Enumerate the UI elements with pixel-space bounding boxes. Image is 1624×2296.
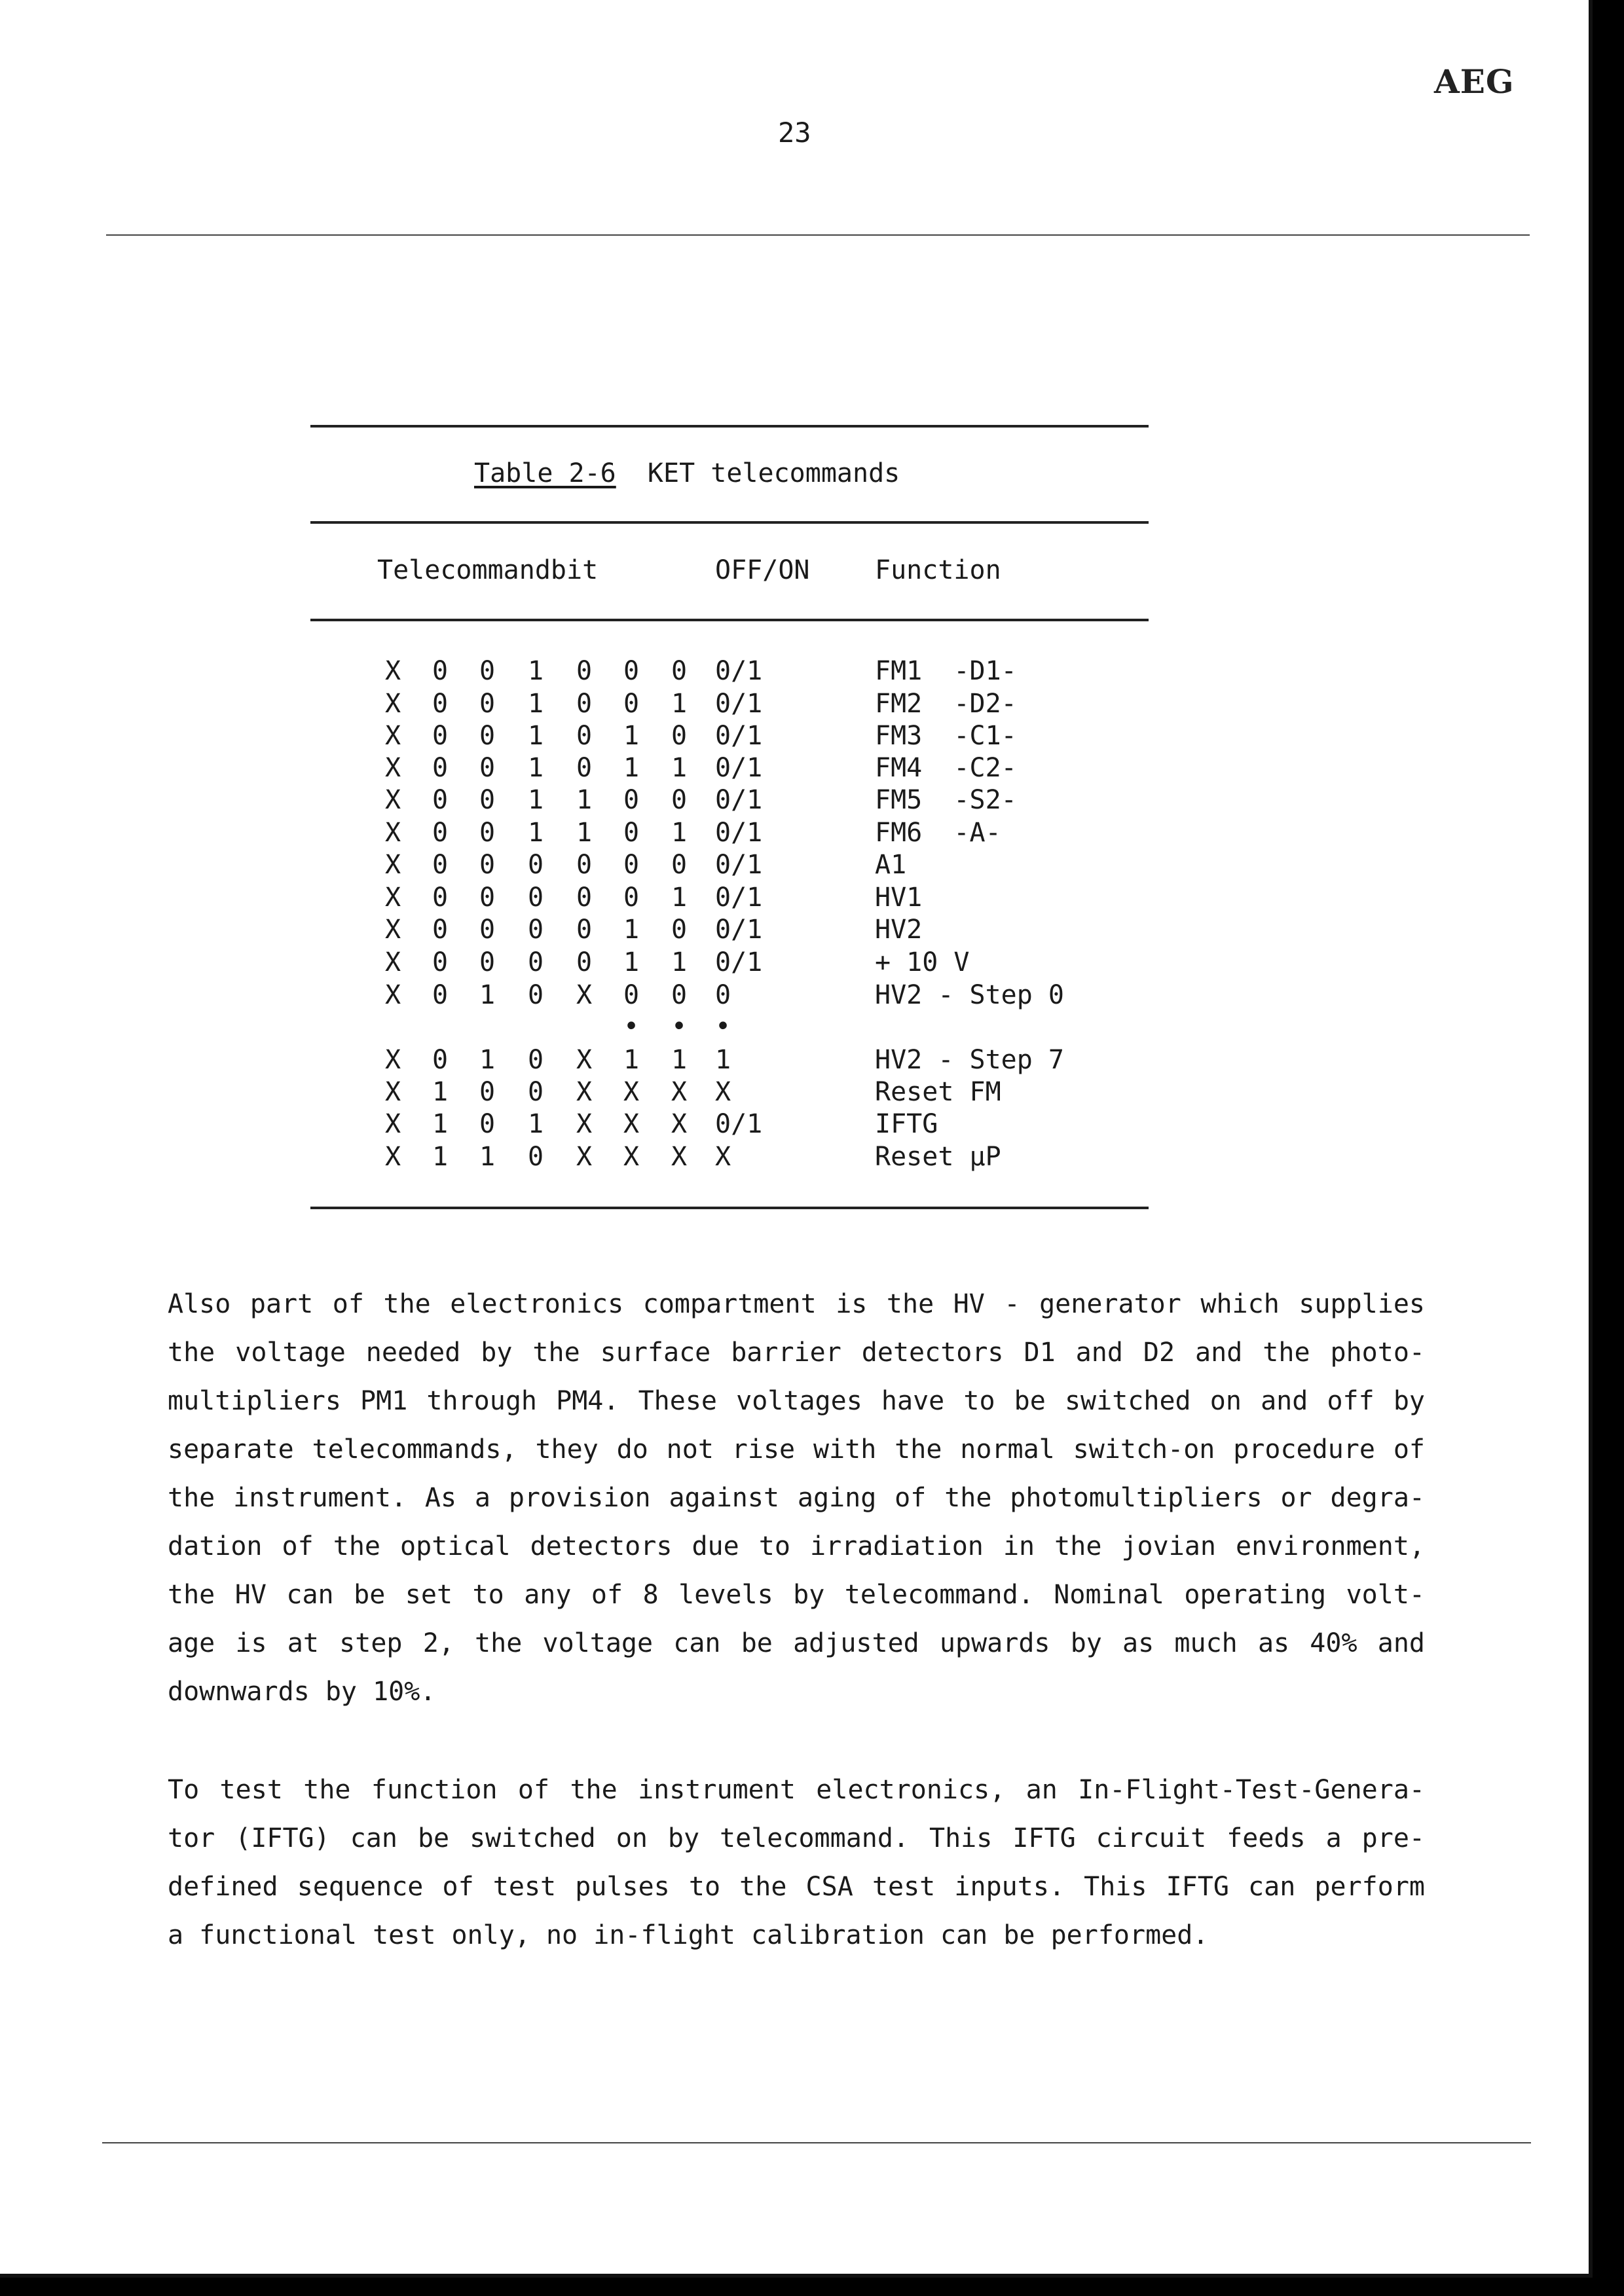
table-row [0,752,1589,784]
paragraph-line: the voltage needed by the surface barrier detectors D1 and D2 and the photo- [168,1338,1425,1368]
bit-cell: 0 [432,850,449,880]
table-caption-rule [310,521,1149,524]
table-row [0,655,1589,687]
paragraph-line: downwards by 10%. [168,1677,436,1707]
bit-cell: 0 [479,915,496,945]
table-row [0,720,1589,752]
bit-cell: 0 [479,947,496,977]
off-on-cell: 0 [715,980,731,1010]
bit-cell: X [385,947,401,977]
bit-cell: 1 [432,1109,449,1139]
column-header-telecommandbit: Telecommandbit [377,555,599,585]
bit-cell: • [623,1011,640,1042]
bit-cell: 1 [528,1109,544,1139]
bit-cell: 0 [479,753,496,783]
table-label: Table 2-6 [474,458,616,488]
bit-cell: 0 [623,785,640,815]
bit-cell: X [385,980,401,1010]
bit-cell: 1 [432,1142,449,1172]
bit-cell: X [385,1142,401,1172]
bit-cell: X [671,1142,688,1172]
bit-cell: 1 [479,1045,496,1075]
bit-cell: X [385,721,401,751]
bit-cell: 0 [479,1077,496,1107]
off-on-cell: 0/1 [715,753,763,783]
bit-cell: 1 [576,818,593,848]
bit-cell: 1 [623,721,640,751]
bit-cell: X [576,1142,593,1172]
bit-cell: 0 [432,753,449,783]
off-on-cell: 0/1 [715,785,763,815]
bit-cell: 0 [671,915,688,945]
off-on-cell: X [715,1077,731,1107]
paragraph-iftg [168,1766,1425,1959]
bit-cell: X [385,1077,401,1107]
bit-cell: 1 [671,1045,688,1075]
bit-cell: 0 [432,980,449,1010]
bit-cell: 0 [671,721,688,751]
bit-cell: 1 [479,980,496,1010]
bit-cell: X [623,1109,640,1139]
function-cell: FM1 -D1- [875,656,1017,686]
bit-cell: 0 [528,980,544,1010]
bit-cell: 0 [528,1142,544,1172]
off-on-cell: 0/1 [715,721,763,751]
bit-cell: 1 [528,689,544,719]
bit-cell: 0 [671,980,688,1010]
table-bottom-rule [310,1207,1149,1209]
function-cell: HV2 - Step 7 [875,1045,1064,1075]
page-number: 23 [778,117,811,149]
bit-cell: X [385,656,401,686]
bit-cell: 0 [671,656,688,686]
bit-cell: X [385,785,401,815]
bit-cell: 0 [479,689,496,719]
table-row [0,1108,1589,1140]
bit-cell: X [385,850,401,880]
off-on-cell: 0/1 [715,689,763,719]
off-on-cell: X [715,1142,731,1172]
bit-cell: X [385,689,401,719]
bit-cell: X [385,753,401,783]
off-on-cell: 0/1 [715,915,763,945]
bit-cell: 0 [576,753,593,783]
bit-cell: 0 [432,1045,449,1075]
table-caption [474,458,900,488]
paragraph-hv-generator [168,1280,1425,1716]
bit-cell: 0 [671,850,688,880]
bit-cell: 0 [528,1045,544,1075]
bit-cell: 0 [432,883,449,913]
bit-cell: 1 [623,1045,640,1075]
bit-cell: 0 [479,721,496,751]
bit-cell: 1 [528,818,544,848]
function-cell: Reset µP [875,1142,1001,1172]
bit-cell: X [623,1077,640,1107]
bit-cell: 0 [432,721,449,751]
bit-cell: 1 [671,753,688,783]
table-row [0,1044,1589,1076]
table-row [0,687,1589,720]
bit-cell: 1 [528,753,544,783]
off-on-cell: 0/1 [715,947,763,977]
paragraph-line: tor (IFTG) can be switched on by telecommand. This IFTG circuit feeds a pre- [168,1823,1425,1853]
bit-cell: X [576,980,593,1010]
table-title: KET telecommands [647,458,900,488]
bit-cell: 1 [528,785,544,815]
bit-cell: 1 [576,785,593,815]
bit-cell: 1 [671,883,688,913]
bit-cell: 0 [623,883,640,913]
function-cell: A1 [875,850,907,880]
header-divider [106,234,1530,236]
bit-cell: 0 [432,915,449,945]
bit-cell: X [385,883,401,913]
bit-cell: 1 [623,753,640,783]
paragraph-line: separate telecommands, they do not rise with the normal switch-on procedure of [168,1434,1425,1465]
table-row [0,979,1589,1011]
function-cell: FM3 -C1- [875,721,1017,751]
bit-cell: 0 [479,818,496,848]
function-cell: + 10 V [875,947,970,977]
function-cell: IFTG [875,1109,938,1139]
off-on-cell: 1 [715,1045,731,1075]
bit-cell: 0 [576,850,593,880]
bit-cell: 0 [528,1077,544,1107]
off-on-cell: 0/1 [715,1109,763,1139]
bit-cell: 0 [576,721,593,751]
bit-cell: 0 [479,850,496,880]
bit-cell: 0 [528,947,544,977]
bit-cell: 0 [623,980,640,1010]
bit-cell: 1 [671,689,688,719]
paragraph-line: Also part of the electronics compartment is the HV - generator which supplies [168,1289,1425,1319]
bit-cell: 1 [432,1077,449,1107]
bit-cell: 0 [432,656,449,686]
bit-cell: 0 [671,785,688,815]
bit-cell: X [623,1142,640,1172]
table-header-rule [310,619,1149,621]
table-row [0,1076,1589,1108]
bit-cell: X [385,1109,401,1139]
bit-cell: 0 [623,850,640,880]
bit-cell: 0 [576,947,593,977]
table-row [0,1140,1589,1173]
bit-cell: 1 [671,947,688,977]
paragraph-line: multipliers PM1 through PM4. These voltages have to be switched on and off by [168,1386,1425,1416]
table-row [0,946,1589,979]
bit-cell: 0 [432,689,449,719]
bit-cell: 1 [623,947,640,977]
paragraph-line: a functional test only, no in-flight calibration can be performed. [168,1920,1209,1950]
paragraph-line: dation of the optical detectors due to irradiation in the jovian environment, [168,1531,1425,1561]
function-cell: FM6 -A- [875,818,1001,848]
bit-cell: 0 [528,883,544,913]
table-row [0,848,1589,881]
table-row [0,913,1589,946]
bit-cell: X [576,1077,593,1107]
bit-cell: 1 [671,818,688,848]
bit-cell: 0 [479,1109,496,1139]
function-cell: Reset FM [875,1077,1001,1107]
bit-cell: X [671,1109,688,1139]
bit-cell: 1 [528,656,544,686]
footer-divider [102,2142,1531,2143]
column-header-off-on: OFF/ON [715,555,810,585]
paragraph-line: age is at step 2, the voltage can be adjusted upwards by as much as 40% and [168,1628,1425,1658]
bit-cell: 1 [479,1142,496,1172]
paragraph-line: the instrument. As a provision against aging of the photomultipliers or degra- [168,1483,1425,1513]
bit-cell: • [671,1011,688,1042]
bit-cell: 0 [432,947,449,977]
bit-cell: 0 [576,915,593,945]
aeg-logo: AEG [1434,62,1515,101]
bit-cell: 1 [528,721,544,751]
table-row [0,881,1589,914]
bit-cell: 0 [576,689,593,719]
bit-cell: 0 [528,915,544,945]
bit-cell: X [385,818,401,848]
bit-cell: X [385,1045,401,1075]
bit-cell: X [576,1045,593,1075]
column-header-function: Function [875,555,1001,585]
bit-cell: 0 [623,689,640,719]
bit-cell: 0 [479,883,496,913]
bit-cell: 0 [528,850,544,880]
bit-cell: 0 [576,883,593,913]
bit-cell: 0 [623,818,640,848]
function-cell: HV1 [875,883,923,913]
function-cell: FM4 -C2- [875,753,1017,783]
table-row [0,816,1589,849]
off-on-cell: 0/1 [715,656,763,686]
bit-cell: 0 [479,656,496,686]
bit-cell: X [576,1109,593,1139]
bit-cell: 0 [623,656,640,686]
off-on-cell: 0/1 [715,883,763,913]
paragraph-line: To test the function of the instrument electronics, an In-Flight-Test-Genera- [168,1775,1425,1805]
paragraph-line: the HV can be set to any of 8 levels by telecommand. Nominal operating volt- [168,1580,1425,1610]
bit-cell: 0 [432,818,449,848]
bit-cell: 1 [623,915,640,945]
bit-cell: 0 [432,785,449,815]
bit-cell: X [671,1077,688,1107]
off-on-cell: 0/1 [715,818,763,848]
bit-cell: 0 [576,656,593,686]
off-on-cell: • [715,1011,731,1042]
bit-cell: 0 [479,785,496,815]
paragraph-line: defined sequence of test pulses to the CSA test inputs. This IFTG can perform [168,1872,1425,1902]
function-cell: FM2 -D2- [875,689,1017,719]
table-row [0,784,1589,816]
off-on-cell: 0/1 [715,850,763,880]
function-cell: FM5 -S2- [875,785,1017,815]
function-cell: HV2 [875,915,923,945]
table-top-rule [310,425,1149,428]
bit-cell: X [385,915,401,945]
function-cell: HV2 - Step 0 [875,980,1064,1010]
